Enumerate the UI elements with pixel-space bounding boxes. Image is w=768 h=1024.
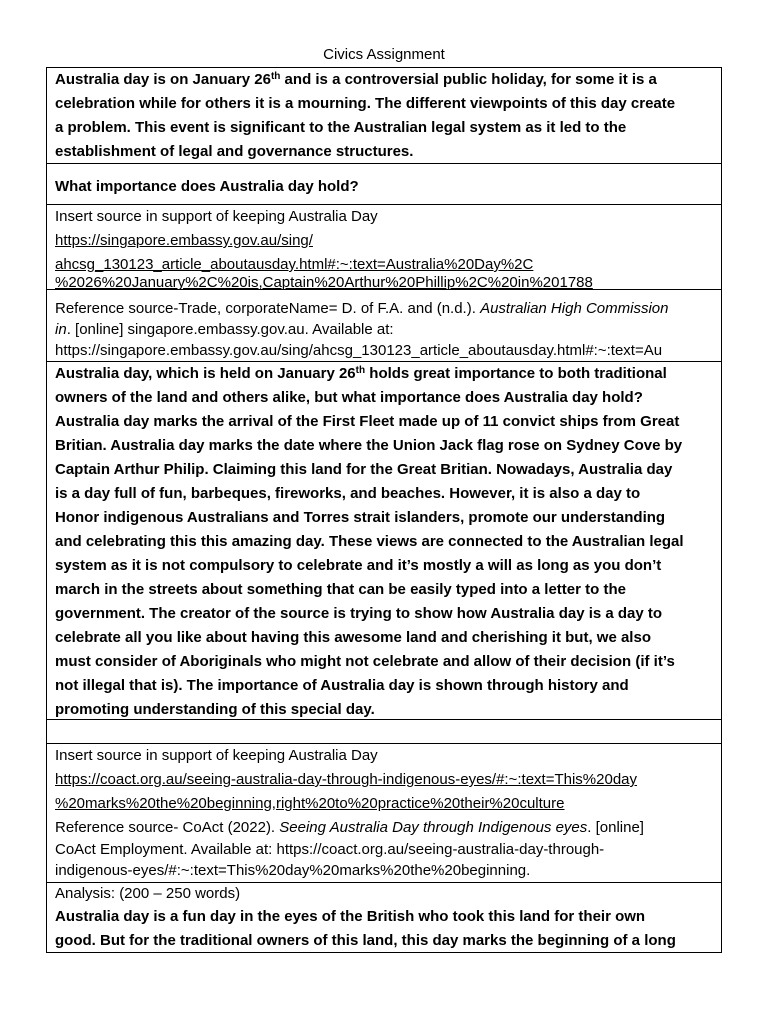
analysis-1-line: system as it is not compulsory to celebrate and it’s mostly a will as long as you don’t	[55, 557, 662, 574]
source-1-reference-cell	[47, 267, 721, 362]
source-2-link-line-2[interactable]: %20marks%20the%20beginning,right%20to%20practice%20their%20culture	[55, 795, 565, 812]
source-1-link-line-1[interactable]: https://singapore.embassy.gov.au/sing/	[55, 232, 313, 249]
source-2-heading: Insert source in support of keeping Australia Day	[55, 747, 378, 764]
analysis-1-line: march in the streets about something that can be easily typed into a letter to the	[55, 581, 626, 598]
source-1-reference-line-2: in. [online] singapore.embassy.gov.au. Available at:	[55, 321, 394, 338]
intro-cell	[47, 68, 721, 164]
analysis-1-line-1: Australia day, which is held on January 26th holds great importance to both traditional	[55, 365, 667, 382]
analysis-1-line: and celebrating this this amazing day. These views are connected to the Australian legal	[55, 533, 684, 550]
empty-row	[47, 720, 721, 744]
analysis-2-cell	[47, 883, 721, 953]
analysis-2-line-1: Australia day is a fun day in the eyes of the British who took this land for their own	[55, 908, 646, 925]
intro-line-2: celebration while for others it is a mourning. The different viewpoints of this day create	[55, 95, 676, 112]
source-2-reference-line-2: CoAct Employment. Available at: https://coact.org.au/seeing-australia-day-through-	[55, 841, 605, 858]
analysis-2-label: Analysis: (200 – 250 words)	[55, 885, 241, 902]
source-1-heading: Insert source in support of keeping Australia Day	[55, 208, 378, 225]
analysis-1-line: Captain Arthur Philip. Claiming this land for the Great Britian. Nowadays, Australia day	[55, 461, 673, 478]
analysis-1-line: promoting understanding of this special day.	[55, 701, 375, 718]
analysis-1-line: owners of the land and others alike, but what importance does Australia day hold?	[55, 389, 643, 406]
source-1-reference-line-1: Reference source-Trade, corporateName= D. of F.A. and (n.d.). Australian High Commission	[55, 300, 669, 317]
intro-line-4: establishment of legal and governance structures.	[55, 143, 414, 160]
source-1-link-line-2[interactable]: ahcsg_130123_article_aboutausday.html#:~:text=Australia%20Day%2C	[55, 256, 534, 273]
analysis-1-paragraph	[55, 386, 713, 720]
analysis-2-line-2: good. But for the traditional owners of this land, this day marks the beginning of a long	[55, 932, 676, 949]
source-2-reference-line-1: Reference source- CoAct (2022). Seeing Australia Day through Indigenous eyes. [online]	[55, 819, 644, 836]
question-text: What importance does Australia day hold?	[55, 178, 359, 195]
analysis-1-line: not illegal that is). The importance of Australia day is shown through history and	[55, 677, 629, 694]
analysis-1-line: Britian. Australia day marks the date where the Union Jack flag rose on Sydney Cove by	[55, 437, 683, 454]
document-title: Civics Assignment	[323, 46, 445, 63]
analysis-1-line: must consider of Aboriginals who might not celebrate and allow of their decision (if it’s	[55, 653, 675, 670]
source-1-link-line-3[interactable]: %2026%20January%2C%20is,Captain%20Arthur%20Phillip%2C%20in%201788	[55, 274, 593, 291]
analysis-1-line: celebrate all you like about having this awesome land and cherishing it but, we also	[55, 629, 651, 646]
assignment-table	[46, 67, 722, 953]
analysis-1-line: government. The creator of the source is trying to show how Australia day is a day to	[55, 605, 663, 622]
intro-line-1: Australia day is on January 26th and is a controversial public holiday, for some it is a	[55, 71, 657, 88]
source-2-link-line-1[interactable]: https://coact.org.au/seeing-australia-day-through-indigenous-eyes/#:~:text=This%20day	[55, 771, 638, 788]
analysis-1-line: Australia day marks the arrival of the First Fleet made up of 11 convict ships from Great	[55, 413, 680, 430]
analysis-1-cell	[47, 362, 721, 720]
question-cell	[47, 164, 721, 205]
intro-line-3: a problem. This event is significant to the Australian legal system as it led to the	[55, 119, 627, 136]
analysis-1-line: Honor indigenous Australians and Torres strait islanders, promote our understanding	[55, 509, 666, 526]
source-2-cell	[47, 744, 721, 883]
analysis-1-line: is a day full of fun, barbeques, fireworks, and beaches. However, it is also a day to	[55, 485, 641, 502]
source-2-reference-line-3: indigenous-eyes/#:~:text=This%20day%20marks%20the%20beginning.	[55, 862, 531, 879]
source-1-reference-line-3: https://singapore.embassy.gov.au/sing/ahcsg_130123_article_aboutausday.html#:~:text=Au	[55, 342, 663, 359]
